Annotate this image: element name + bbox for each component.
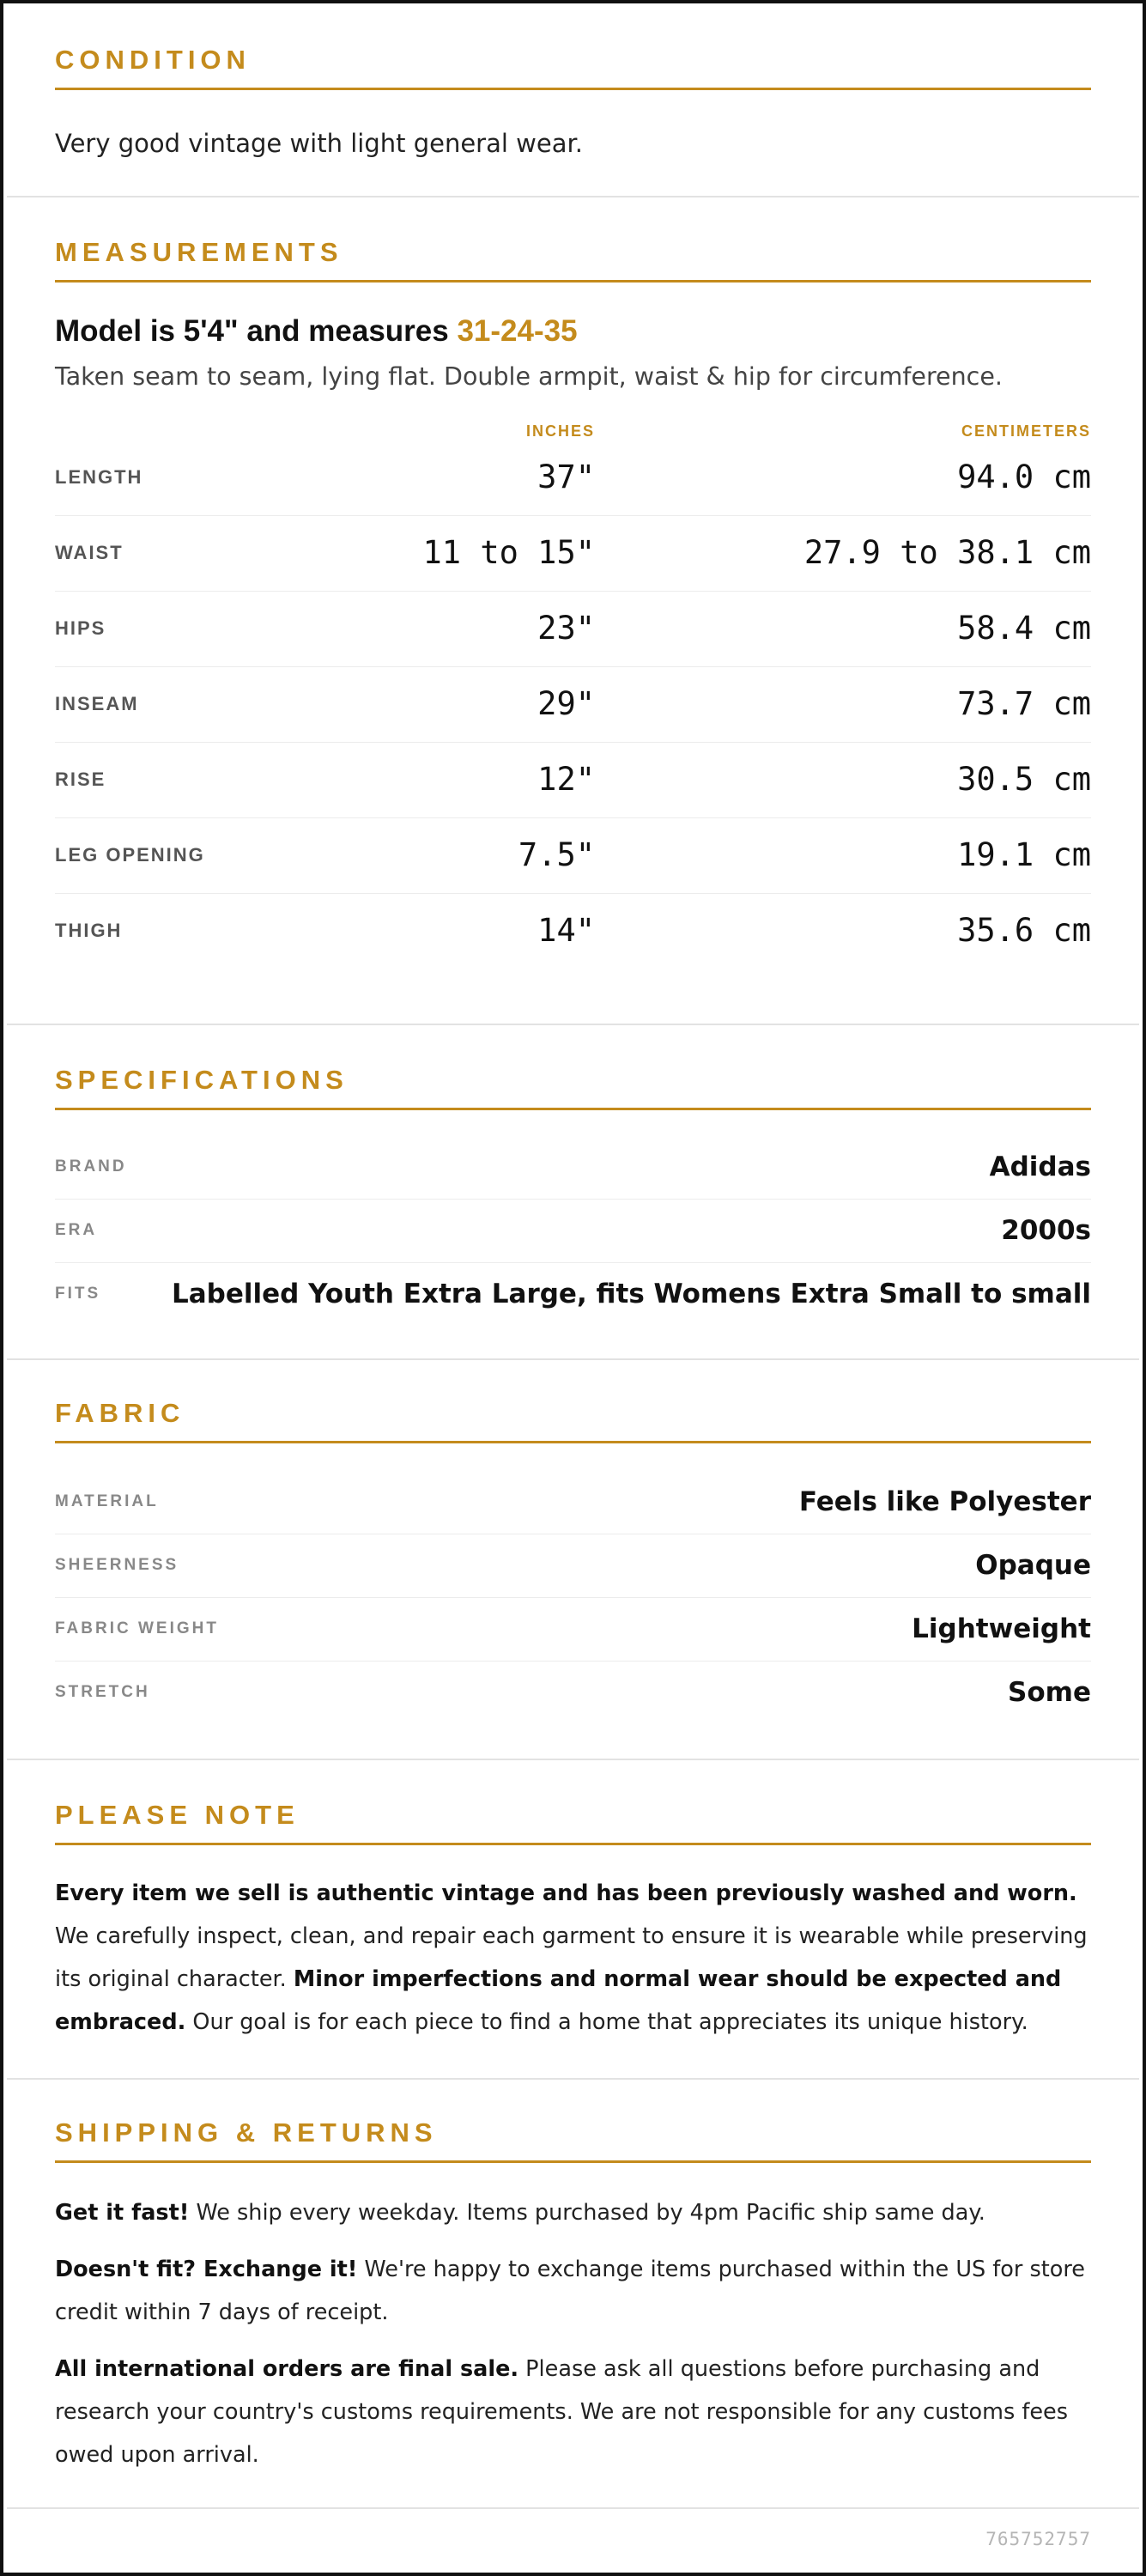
note-bold-1: Every item we sell is authentic vintage and has been previously washed and worn. <box>55 1880 1077 1906</box>
measurement-inches: 23" <box>537 610 595 647</box>
measurement-label: WAIST <box>55 542 124 563</box>
shipping-section <box>7 2080 1139 2509</box>
measurement-label: LEG OPENING <box>55 844 205 866</box>
measurements-title: MEASUREMENTS <box>55 237 1091 283</box>
spec-row <box>55 1199 1091 1263</box>
measurement-cm: 19.1 cm <box>957 836 1091 873</box>
fabric-row <box>55 1661 1091 1724</box>
spec-label: BRAND <box>55 1157 127 1176</box>
measurement-row <box>55 591 1091 667</box>
measurement-cm: 27.9 to 38.1 cm <box>803 534 1091 571</box>
shipping-text-1: We ship every weekday. Items purchased by 4pm Pacific ship same day. <box>189 2200 985 2226</box>
model-measurements <box>55 314 1091 349</box>
shipping-paragraph-3 <box>55 2348 1091 2476</box>
measurement-row <box>55 515 1091 592</box>
condition-section <box>7 3 1139 197</box>
column-inches: INCHES <box>525 422 595 440</box>
model-highlight: 31-24-35 <box>457 314 578 348</box>
measurement-label: LENGTH <box>55 466 143 488</box>
shipping-text-2: We're happy to exchange items purchased within the US for store credit within 7 days of receipt. <box>55 2257 1085 2325</box>
shipping-paragraph-1 <box>55 2191 1091 2234</box>
column-centimeters: CENTIMETERS <box>961 422 1091 440</box>
fabric-title: FABRIC <box>55 1398 1091 1443</box>
note-text-1: We carefully inspect, clean, and repair each garment to ensure it is wearable while preserving its original character. <box>55 1923 1088 1992</box>
fabric-value: Some <box>1008 1677 1091 1708</box>
measurement-row <box>55 893 1091 969</box>
measurement-inches: 29" <box>537 685 595 722</box>
measurement-row <box>55 742 1091 818</box>
note-section <box>7 1760 1139 2080</box>
shipping-paragraph-2 <box>55 2248 1091 2334</box>
spec-row <box>55 1135 1091 1200</box>
measurement-row <box>55 817 1091 894</box>
measurement-label: THIGH <box>55 920 123 941</box>
measurement-row <box>55 440 1091 516</box>
fabric-label: MATERIAL <box>55 1492 159 1510</box>
measurement-label: INSEAM <box>55 693 139 714</box>
measurement-inches: 14" <box>537 912 595 949</box>
measurement-inches: 11 to 15" <box>422 534 595 571</box>
measurement-inches: 12" <box>537 761 595 798</box>
specifications-section <box>7 1025 1139 1360</box>
measurement-cm: 30.5 cm <box>957 761 1091 798</box>
fabric-value: Feels like Polyester <box>798 1486 1091 1517</box>
note-bold-2: Minor imperfections and normal wear should be expected and embraced. <box>55 1966 1062 2035</box>
measurement-cm: 94.0 cm <box>957 459 1091 495</box>
spec-value: Adidas <box>989 1151 1091 1182</box>
fabric-value: Lightweight <box>912 1613 1091 1644</box>
shipping-bold-2: Doesn't fit? Exchange it! <box>55 2257 358 2282</box>
measurements-table <box>55 422 1091 981</box>
measurements-section <box>7 197 1139 1025</box>
note-title: PLEASE NOTE <box>55 1800 1091 1845</box>
note-text-2: Our goal is for each piece to find a home that appreciates its unique history. <box>185 2009 1028 2035</box>
shipping-text-3: Please ask all questions before purchasing and research your country's customs requirements. We are not responsible for any customs fees owed upon arrival. <box>55 2356 1069 2468</box>
measurement-row <box>55 666 1091 743</box>
shipping-bold-1: Get it fast! <box>55 2200 190 2226</box>
fabric-label: FABRIC WEIGHT <box>55 1619 219 1637</box>
measurement-cm: 35.6 cm <box>957 912 1091 949</box>
spec-value: Labelled Youth Extra Large, fits Womens Extra Small to small <box>171 1279 1091 1309</box>
fabric-row <box>55 1597 1091 1662</box>
condition-text: Very good vintage with light general wear. <box>55 129 583 158</box>
measurement-cm: 58.4 cm <box>957 610 1091 647</box>
spec-label: FITS <box>55 1285 101 1303</box>
fabric-row <box>55 1534 1091 1598</box>
measurement-inches: 7.5" <box>518 836 595 873</box>
fabric-section <box>7 1360 1139 1760</box>
measurement-inches: 37" <box>537 459 595 495</box>
specifications-title: SPECIFICATIONS <box>55 1065 1091 1110</box>
measurement-label: HIPS <box>55 617 106 639</box>
fabric-label: STRETCH <box>55 1683 150 1701</box>
fabric-row <box>55 1470 1091 1534</box>
note-paragraph <box>55 1872 1091 2044</box>
measurement-cm: 73.7 cm <box>957 685 1091 722</box>
measurements-subtitle: Taken seam to seam, lying flat. Double armpit, waist & hip for circumference. <box>55 362 1003 391</box>
spec-row <box>55 1262 1091 1326</box>
fabric-value: Opaque <box>975 1550 1091 1581</box>
spec-label: ERA <box>55 1221 98 1239</box>
shipping-bold-3: All international orders are final sale. <box>55 2356 519 2382</box>
shipping-title: SHIPPING & RETURNS <box>55 2117 1091 2163</box>
measurement-label: RISE <box>55 769 106 790</box>
spec-value: 2000s <box>1001 1215 1091 1246</box>
sku-number: 765752757 <box>985 2529 1091 2549</box>
condition-title: CONDITION <box>55 45 1091 90</box>
fabric-label: SHEERNESS <box>55 1556 179 1574</box>
model-prefix: Model is 5'4" and measures <box>55 314 458 348</box>
